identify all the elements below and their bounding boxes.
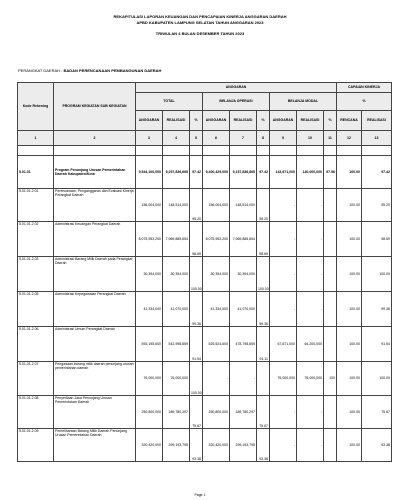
column-index-cell: 3: [136, 131, 163, 146]
report-title-line2: APBD KABUPATEN LAMPUNG SELATAN TAHUN ANGGARAN 2023: [136, 20, 264, 25]
spacer-cell: [257, 146, 270, 156]
total-anggaran: 30,394,000: [136, 257, 163, 292]
modal-anggaran: -: [270, 222, 297, 257]
spacer-cell: [136, 146, 163, 156]
total-realisasi: 30,394,000: [163, 257, 190, 292]
capaian-realisasi: 99.36: [362, 292, 392, 327]
modal-realisasi: -: [297, 396, 324, 429]
total-realisasi: 542,998,859: [163, 327, 190, 362]
column-index-cell: 7: [230, 131, 257, 146]
column-index-cell: 13: [362, 131, 392, 146]
column-index-cell: 1: [18, 131, 54, 146]
modal-realisasi: 64,200,000: [297, 327, 324, 362]
column-index-cell: 8: [257, 131, 270, 146]
modal-realisasi: -: [297, 257, 324, 292]
modal-anggaran: -: [270, 396, 297, 429]
capaian-realisasi: 93.38: [362, 429, 392, 462]
uraian-cell: Perencanaan, Penganggaran dan Evaluasi Kinerja Perangkat Daerah: [54, 189, 136, 222]
capaian-realisasi: 100.00: [362, 257, 392, 292]
total-anggaran: 76,000,000: [136, 362, 163, 396]
modal-pct: [324, 292, 337, 327]
operasi-pct: 98.69: [257, 222, 270, 257]
modal-anggaran: -: [270, 257, 297, 292]
col-belanja-modal: BELANJA MODAL: [270, 93, 337, 111]
total-pct: 95.20: [190, 189, 203, 222]
report-title-line1: REKAPITULASI LAPORAN KEUANGAN DAN PENCAPAIAN KINERJA ANGGARAN DAERAH: [113, 14, 287, 19]
column-index-cell: 4: [163, 131, 190, 146]
sub-pct-modal: %: [324, 111, 337, 131]
kode-cell: 5.01.01.2.06: [18, 327, 54, 362]
operasi-anggaran: -: [203, 362, 230, 396]
total-pct: 93.38: [190, 429, 203, 462]
sub-realisasi-total: REALISASI: [163, 111, 190, 131]
table-row: [18, 327, 392, 362]
operasi-pct: 99.36: [257, 292, 270, 327]
modal-realisasi: -: [297, 222, 324, 257]
capaian-rencana: 100.00: [337, 327, 362, 362]
modal-anggaran: 67,671,000: [270, 327, 297, 362]
sub-rencana: RENCANA: [337, 111, 362, 131]
operasi-anggaran: 250,800,000: [203, 396, 230, 429]
kode-cell: 5.01.01.2.08: [18, 396, 54, 429]
modal-anggaran: 76,000,000: [270, 362, 297, 396]
sub-pct-total: %: [190, 111, 203, 131]
operasi-anggaran: 9,400,429,000: [203, 156, 230, 189]
sub-realisasi-capaian: REALISASI: [362, 111, 392, 131]
capaian-rencana: 100.00: [337, 292, 362, 327]
capaian-rencana: 100.00: [337, 396, 362, 429]
modal-pct: 97.56: [324, 156, 337, 189]
spacer-cell: [163, 146, 190, 156]
total-realisasi: 299,193,795: [163, 429, 190, 462]
spacer-cell: [230, 146, 257, 156]
sub-anggaran-total: ANGGARAN: [136, 111, 163, 131]
sub-realisasi-operasi: REALISASI: [230, 111, 257, 131]
total-pct: 100.00: [190, 362, 203, 396]
table-row: [18, 222, 392, 257]
modal-anggaran: -: [270, 429, 297, 462]
uraian-cell: Administrasi Umum Perangkat Daerah: [54, 327, 136, 362]
spacer-cell: [203, 146, 230, 156]
total-realisasi: 7,969,885,654: [163, 222, 190, 257]
uraian-cell: Administrasi Barang Milik Daerah pada Perangkat Daerah: [54, 257, 136, 292]
operasi-realisasi: 189,780,297: [230, 396, 257, 429]
col-belanja-operasi: BELANJA OPERASI: [203, 93, 270, 111]
modal-pct: [324, 429, 337, 462]
total-realisasi: 148,514,000: [163, 189, 190, 222]
total-pct: 97.42: [190, 156, 203, 189]
total-anggaran: 8,075,953,200: [136, 222, 163, 257]
table-row: [18, 156, 392, 189]
capaian-rencana: 100.00: [337, 429, 362, 462]
capaian-rencana: 100.00: [337, 222, 362, 257]
total-pct: 75.67: [190, 396, 203, 429]
operasi-pct: 91.11: [257, 327, 270, 362]
kode-cell: 5.01.01.2.05: [18, 292, 54, 327]
total-anggaran: 41,334,000: [136, 292, 163, 327]
col-total: TOTAL: [136, 93, 203, 111]
modal-pct: [324, 327, 337, 362]
total-realisasi: 9,297,836,665: [163, 156, 190, 189]
operasi-pct: 93.38: [257, 429, 270, 462]
spacer-row: [18, 146, 392, 156]
report-body: [18, 131, 392, 462]
kode-cell: 5.01.01.2.03: [18, 257, 54, 292]
operasi-anggaran: 30,394,000: [203, 257, 230, 292]
total-pct: 91.54: [190, 327, 203, 362]
uraian-cell: Administrasi Kepegawaian Perangkat Daerah: [54, 292, 136, 327]
total-anggaran: 9.544,100,000: [136, 156, 163, 189]
modal-realisasi: -: [297, 292, 324, 327]
column-index-cell: 10: [297, 131, 324, 146]
total-anggaran: 320,420,000: [136, 429, 163, 462]
total-realisasi: 189,780,297: [163, 396, 190, 429]
capaian-realisasi: 97.42: [362, 156, 392, 189]
total-pct: 100.00: [190, 257, 203, 292]
capaian-realisasi: 100.00: [362, 362, 392, 396]
modal-anggaran: -: [270, 292, 297, 327]
page-number: Page 1: [194, 493, 206, 497]
table-row: [18, 396, 392, 429]
capaian-realisasi: 98.69: [362, 222, 392, 257]
total-realisasi: 41,070,000: [163, 292, 190, 327]
modal-pct: [324, 396, 337, 429]
modal-anggaran: 143,671,000: [270, 156, 297, 189]
capaian-realisasi: 75.67: [362, 396, 392, 429]
column-index-cell: 2: [54, 131, 136, 146]
report-title-line3: TRIWULAN 4 BULAN DESEMBER TAHUN 2023: [155, 31, 245, 36]
operasi-pct: 100.00: [257, 257, 270, 292]
operasi-pct: [257, 362, 270, 396]
capaian-rencana: 100.00: [337, 362, 362, 396]
spacer-cell: [324, 146, 337, 156]
kode-cell: 5.01.01.2.09: [18, 429, 54, 462]
operasi-realisasi: 299,193,795: [230, 429, 257, 462]
col-anggaran: ANGGARAN: [136, 83, 337, 93]
operasi-anggaran: 525,524,600: [203, 327, 230, 362]
table-row: [18, 362, 392, 396]
spacer-cell: [54, 146, 136, 156]
modal-anggaran: -: [270, 189, 297, 222]
column-index-cell: 6: [203, 131, 230, 146]
operasi-realisasi: 9,157,836,665: [230, 156, 257, 189]
modal-pct: 100: [324, 362, 337, 396]
perangkat-daerah: [18, 68, 161, 73]
spacer-cell: [270, 146, 297, 156]
column-index-cell: 11: [324, 131, 337, 146]
operasi-realisasi: 478,798,859: [230, 327, 257, 362]
table-row: [18, 292, 392, 327]
operasi-anggaran: 8,075,953,200: [203, 222, 230, 257]
operasi-pct: 75.67: [257, 396, 270, 429]
column-index-cell: 5: [190, 131, 203, 146]
spacer-cell: [337, 146, 362, 156]
sub-anggaran-operasi: ANGGARAN: [203, 111, 230, 131]
operasi-realisasi: 30,394,000: [230, 257, 257, 292]
spacer-cell: [297, 146, 324, 156]
capaian-realisasi: 95.20: [362, 189, 392, 222]
operasi-pct: 97.42: [257, 156, 270, 189]
capaian-rencana: 100.00: [337, 257, 362, 292]
operasi-pct: 95.20: [257, 189, 270, 222]
operasi-realisasi: -: [230, 362, 257, 396]
modal-realisasi: 140,000,000: [297, 156, 324, 189]
kode-cell: 5.01.01: [18, 156, 54, 189]
report-table: [17, 82, 392, 462]
operasi-anggaran: 156,004,000: [203, 189, 230, 222]
column-index-cell: 12: [337, 131, 362, 146]
total-pct: 99.36: [190, 292, 203, 327]
sub-anggaran-modal: ANGGARAN: [270, 111, 297, 131]
capaian-realisasi: 91.54: [362, 327, 392, 362]
total-realisasi: 76,000,000: [163, 362, 190, 396]
table-row: [18, 429, 392, 462]
operasi-realisasi: 148,514,000: [230, 189, 257, 222]
modal-realisasi: -: [297, 189, 324, 222]
operasi-anggaran: 41,334,000: [203, 292, 230, 327]
column-index-cell: 9: [270, 131, 297, 146]
sub-pct-operasi: %: [257, 111, 270, 131]
table-row: [18, 189, 392, 222]
total-pct: 98.69: [190, 222, 203, 257]
uraian-cell: Penyediaan Jasa Penunjang Urusan Pemerintahan Daerah: [54, 396, 136, 429]
col-program: PROGRAM KEGIATAN SUB KEGIATAN: [54, 83, 136, 131]
operasi-realisasi: 41,070,000: [230, 292, 257, 327]
modal-realisasi: -: [297, 429, 324, 462]
col-capaian-percent: %: [337, 93, 392, 111]
uraian-cell: Administrasi Keuangan Perangkat Daerah: [54, 222, 136, 257]
modal-realisasi: 76,000,000: [297, 362, 324, 396]
capaian-rencana: 100.00: [337, 189, 362, 222]
total-anggaran: 250,800,000: [136, 396, 163, 429]
operasi-realisasi: 7,969,885,654: [230, 222, 257, 257]
kode-cell: 5.01.01.2.01: [18, 189, 54, 222]
uraian-cell: Pengadaan barang milik daerah penunjang urusan pemerintahan daerah: [54, 362, 136, 396]
modal-pct: [324, 257, 337, 292]
capaian-rencana: 100.00: [337, 156, 362, 189]
total-anggaran: 156,004,000: [136, 189, 163, 222]
kode-cell: 5.01.01.2.02: [18, 222, 54, 257]
col-capaian: CAPAIAN KINERJA: [337, 83, 392, 93]
spacer-cell: [362, 146, 392, 156]
modal-pct: [324, 222, 337, 257]
spacer-cell: [18, 146, 54, 156]
col-kode-rekening: Kode Rekening: [18, 83, 54, 131]
table-row: [18, 257, 392, 292]
column-index-row: [18, 131, 392, 146]
sub-realisasi-modal: REALISASI: [297, 111, 324, 131]
uraian-cell: Pemeliharaan Barang Milik Daerah Penunjang Urusan Pemerintahan Daerah: [54, 429, 136, 462]
operasi-anggaran: 320,420,000: [203, 429, 230, 462]
kode-cell: 5.01.01.2.07: [18, 362, 54, 396]
uraian-cell: Program Penunjang Urusan Pemerintahan Daerah Kabupaten/Kota: [54, 156, 136, 189]
modal-pct: [324, 189, 337, 222]
spacer-cell: [190, 146, 203, 156]
total-anggaran: 593,195,600: [136, 327, 163, 362]
perangkat-label: PERANGKAT DAERAH :: [18, 68, 63, 73]
perangkat-value: BADAN PERENCANAAN PEMBANGUNAN DAERAH: [63, 68, 162, 73]
